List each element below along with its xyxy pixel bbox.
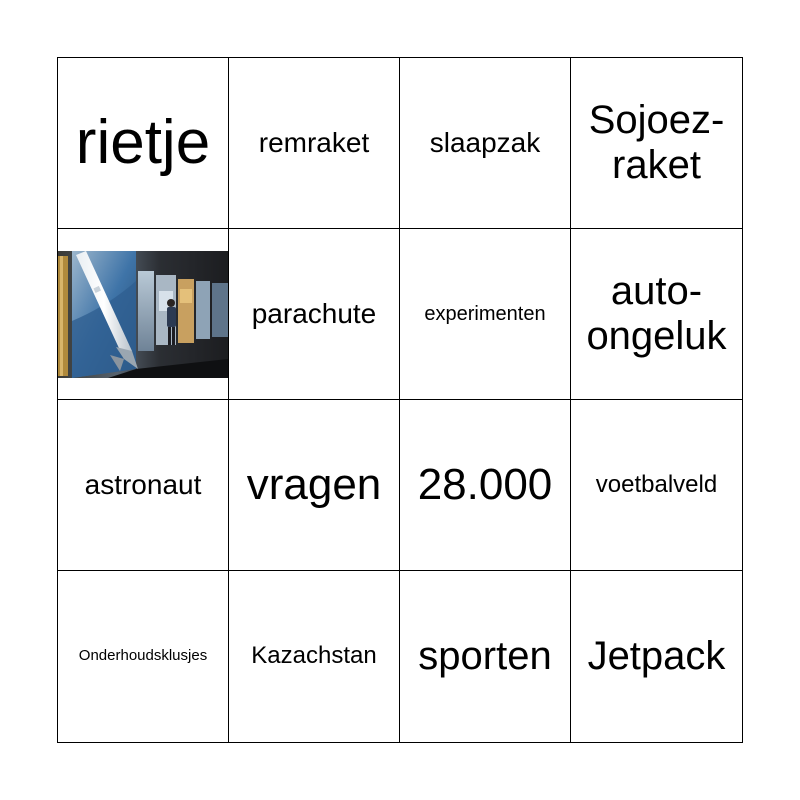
bingo-cell: voetbalveld — [571, 400, 742, 571]
bingo-cell: Kazachstan — [229, 571, 400, 742]
bingo-cell-photo — [58, 229, 229, 400]
bingo-cell: slaapzak — [400, 58, 571, 229]
space-museum-photo — [58, 251, 228, 378]
bingo-cell: vragen — [229, 400, 400, 571]
bingo-cell: auto- ongeluk — [571, 229, 742, 400]
bingo-cell: parachute — [229, 229, 400, 400]
bingo-cell: remraket — [229, 58, 400, 229]
bingo-cell: rietje — [58, 58, 229, 229]
bingo-card — [57, 57, 743, 743]
bingo-cell: Jetpack — [587, 634, 726, 679]
bingo-cell: Onderhoudsklusjes — [58, 571, 229, 742]
bingo-cell: 28.000 — [400, 400, 571, 571]
bingo-cell: astronaut — [58, 400, 229, 571]
bingo-cell: sporten — [400, 571, 571, 742]
bingo-cell: experimenten — [400, 229, 571, 400]
bingo-cell: Sojoez- raket — [571, 58, 742, 229]
